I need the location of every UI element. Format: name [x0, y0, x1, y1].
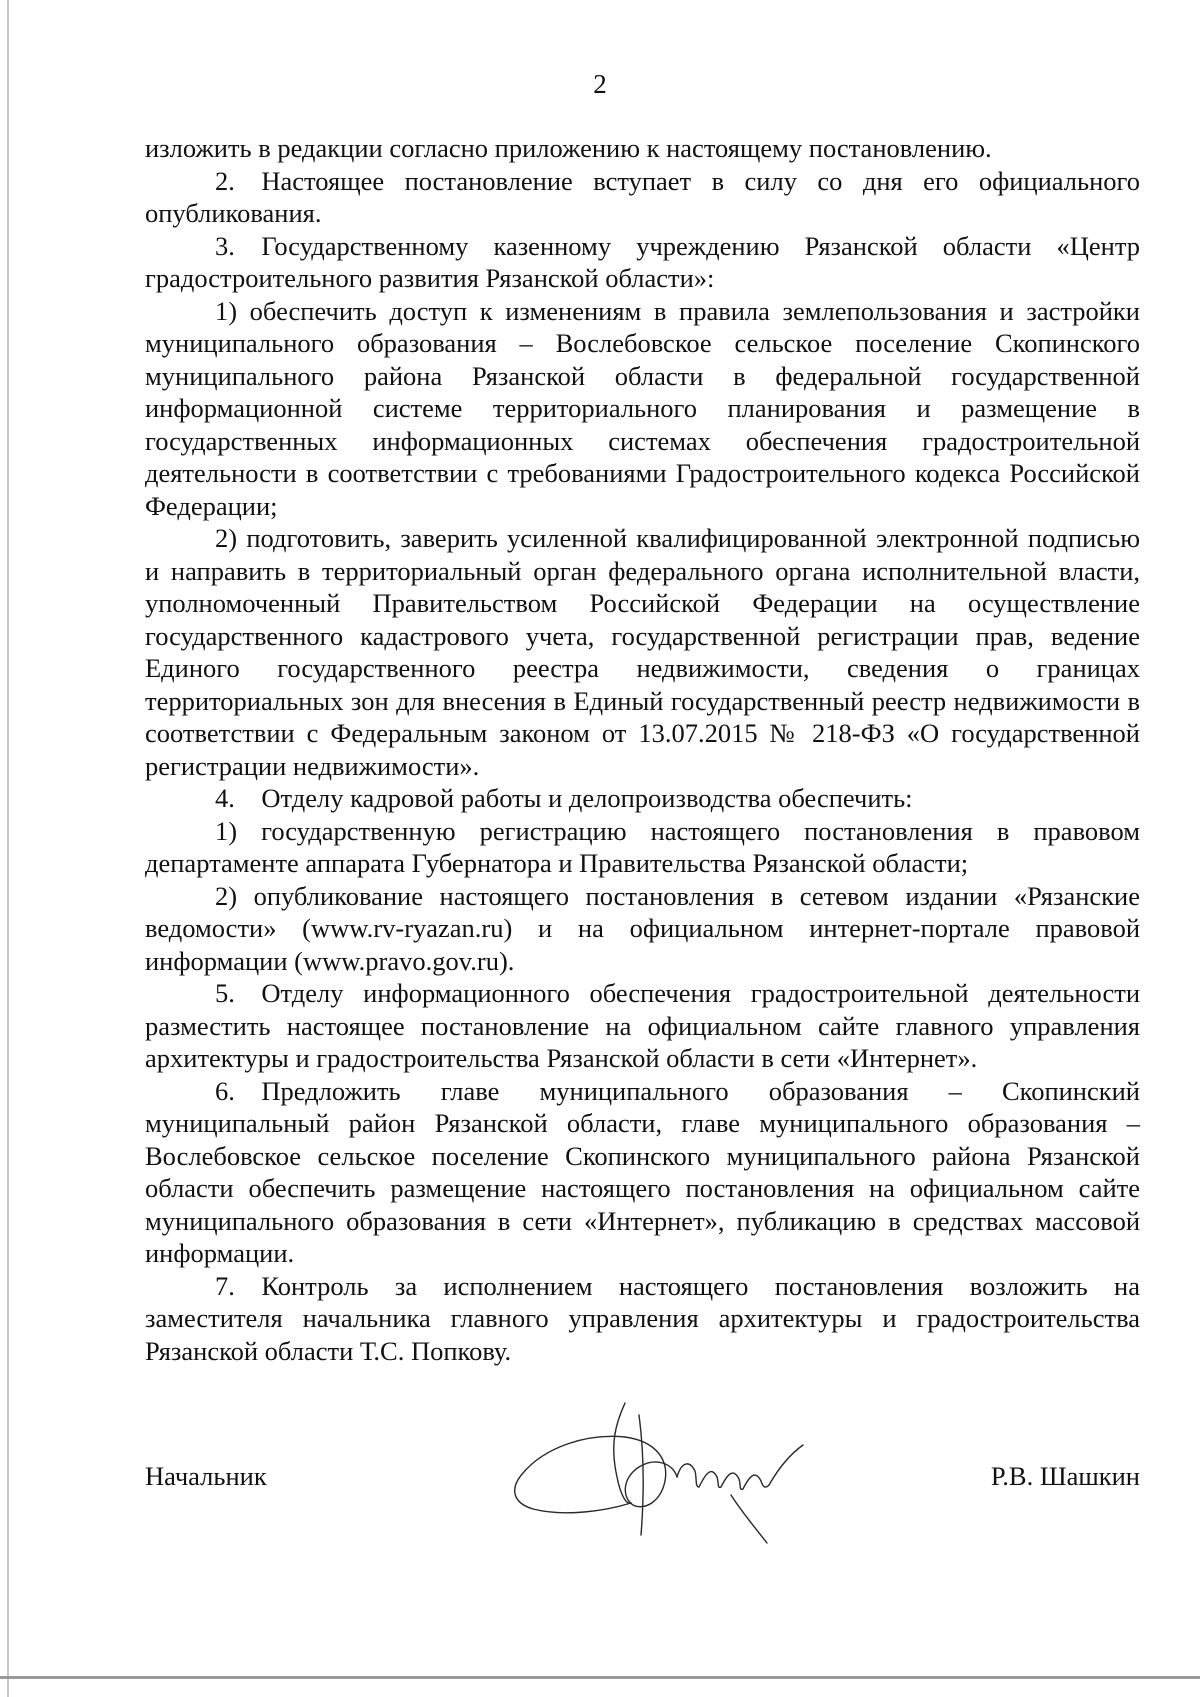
- paragraph-3: 3. Государственному казенному учреждению Рязанской области «Центр градостроительного развития Рязанской области»:: [145, 230, 1140, 293]
- page-number: 2: [593, 69, 607, 99]
- scan-edge-left: [7, 0, 9, 1697]
- paragraph-3-item-1: 1) обеспечить доступ к изменениям в правила землепользования и застройки муниципального образования – Вослебовское сельское поселение Скопинского муниципального района Рязанской области в федеральной государственной информационной системе территориального планирования и размещение в государственных информационных системах обеспечения градостроительной деятельности в соответствии с требованиями Градостроительного кодекса Российской Федерации;: [145, 295, 1140, 521]
- paragraph-4-item-1: 1) государственную регистрацию настоящего постановления в правовом департаменте аппарата Губернатора и Правительства Рязанской области;: [145, 815, 1140, 878]
- paragraph-2: 2. Настоящее постановление вступает в силу со дня его официального опубликования.: [145, 165, 1140, 228]
- paragraph-4: 4. Отделу кадровой работы и делопроизводства обеспечить:: [215, 783, 913, 813]
- paragraph-7: 7. Контроль за исполнением настоящего постановления возложить на заместителя начальника главного управления архитектуры и градостроительства Рязанской области Т.С. Попкову.: [145, 1270, 1140, 1366]
- signatory-name: Р.В. Шашкин: [990, 1461, 1140, 1491]
- signature-block: [145, 1460, 1140, 1500]
- scan-edge-bottom: [0, 1676, 1200, 1679]
- paragraph-6: 6. Предложить главе муниципального образования – Скопинский муниципальный район Рязанской области, главе муниципального образования – Вослебовское сельское поселение Скопинского муниципального района Рязанской области обеспечить размещение настоящего постановления на официальном сайте муниципального образования в сети «Интернет», публикацию в средствах массовой информации.: [145, 1075, 1140, 1268]
- document-body: [145, 132, 1140, 1367]
- signatory-role: Начальник: [145, 1461, 267, 1491]
- paragraph-3-item-2: 2) подготовить, заверить усиленной квалифицированной электронной подписью и направить в территориальный орган федерального органа исполнительной власти, уполномоченный Правительством Российской Федерации на осуществление государственного кадастрового учета, государственной регистрации прав, ведение Единого государственного реестра недвижимости, сведения о границах территориальных зон для внесения в Единый государственный реестр недвижимости в соответствии с Федеральным законом от 13.07.2015 № 218-ФЗ «О государственной регистрации недвижимости».: [145, 523, 1140, 781]
- paragraph-5: 5. Отделу информационного обеспечения градостроительной деятельности разместить настоящее постановление на официальном сайте главного управления архитектуры и градостроительства Рязанской области в сети «Интернет».: [145, 978, 1140, 1073]
- paragraph-continuation: изложить в редакции согласно приложению к настоящему постановлению.: [145, 133, 992, 163]
- paragraph-4-item-2: 2) опубликование настоящего постановления в сетевом издании «Рязанские ведомости» (www.rv-ryazan.ru) и на официальном интернет-портале правовой информации (www.pravo.gov.ru).: [145, 880, 1140, 976]
